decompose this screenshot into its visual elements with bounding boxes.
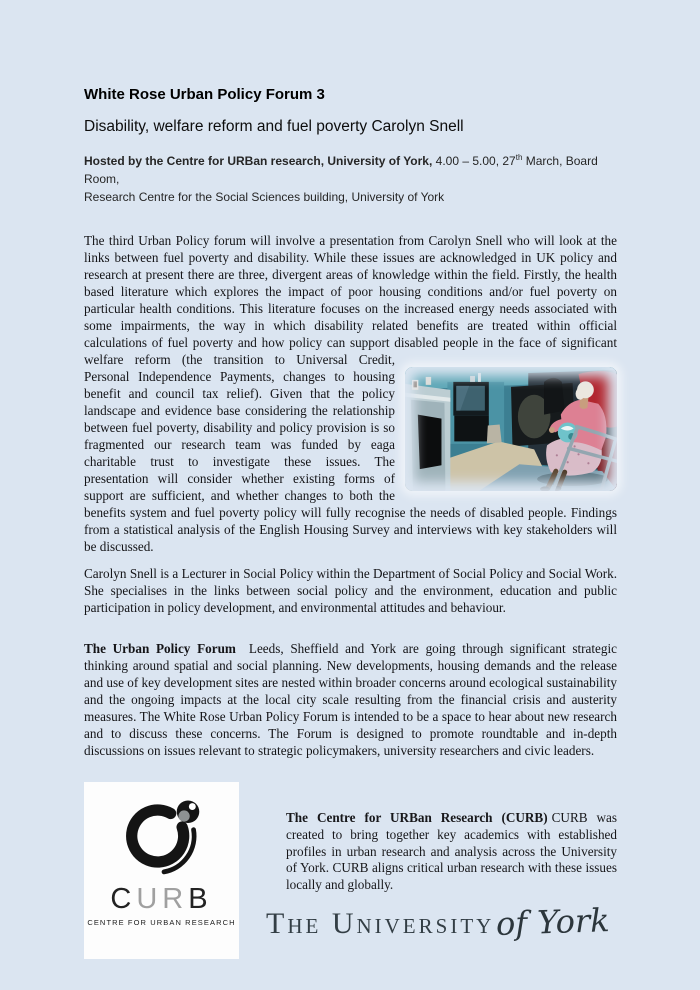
intro-text-after-photo: Universal Credit, Personal Independence Payments, changes to housing benefit and council tax relief). Given that the policy landscape and evidence base considering the relationship between fuel poverty, disability and policy provision is so fragmented our research team was funded by eaga charitable trust to investigate these issues. The presentation will consider whether existing forms of support are sufficient, and whether changes to both the benefits system and fuel poverty policy will fully recognise the needs of disabled people. Findings from a statistical analysis of the English Housing Survey and interviews with key stakeholders will be discussed. (84, 352, 617, 554)
forum-paragraph (84, 640, 617, 759)
forum-description: Leeds, Sheffield and York are going through significant strategic thinking around spatial and social planning. New developments, housing demands and the release and use of key development sites are nested within broader concerns around ecological sustainability and the ongoing impacts at the local city scale resulting from the financial crisis and austerity measures. The White Rose Urban Policy Forum is intended to be a space to hear about new research and to discuss these concerns. The Forum is designed to promote roundtable and in-depth discussions on issues relevant to strategic policymakers, university researchers and civic leaders. (84, 641, 617, 758)
intro-paragraph (84, 232, 617, 555)
hosted-by-label: Hosted by the Centre for URBan research, University of York, (84, 154, 433, 168)
curb-description-lead: The Centre for URBan Research (CURB) (286, 810, 548, 825)
uoy-name-text: The University (266, 906, 495, 940)
event-details (84, 152, 617, 206)
curb-letter: U (136, 883, 163, 915)
forum-heading: The Urban Policy Forum (84, 641, 236, 656)
page-title: White Rose Urban Policy Forum 3 (84, 86, 325, 103)
curb-letter: R (162, 883, 189, 915)
page-subtitle: Disability, welfare reform and fuel poverty Carolyn Snell (84, 118, 464, 135)
uoy-script-text: of York (495, 901, 611, 943)
logos-right-column (266, 782, 618, 943)
curb-letter: C (110, 883, 137, 915)
living-room-photo-illustration (405, 367, 617, 491)
logos-section (84, 782, 617, 959)
speaker-bio-paragraph: Carolyn Snell is a Lecturer in Social Policy within the Department of Social Policy and Social Work. She specialises in the links between social policy and the environment, education and public participation in policy development, and environmental attitudes and behaviour. (84, 566, 617, 615)
curb-swirl-icon (110, 790, 214, 882)
university-of-york-wordmark (266, 903, 617, 941)
curb-tagline: CENTRE FOR URBAN RESEARCH (87, 918, 236, 927)
curb-wordmark (110, 884, 212, 914)
curb-description (286, 810, 617, 894)
curb-logo-card (84, 782, 239, 959)
event-photo (405, 367, 617, 491)
event-time: 4.00 – 5.00, 27 (432, 154, 516, 168)
intro-text-before-photo: The third Urban Policy forum will involve a presentation from Carolyn Snell who will look at the links between fuel poverty and disability. While these issues are acknowledged in UK policy and research at present there are three, divergent areas of knowledge within the field. Firstly, the health based literature which explores the impact of poor housing conditions and/or fuel poverty on particular health conditions. This literature focuses on the increased energy needs associated with some impairments, the way in which disability related benefits are treated within official calculations of fuel poverty and how policy can support disabled people in the face of significant welfare reform (the transition to (84, 233, 617, 367)
event-location: March, Board Room, (84, 154, 598, 186)
event-venue: Research Centre for the Social Sciences building, University of York (84, 190, 445, 204)
curb-letter: B (188, 883, 213, 915)
curb-description-body: CURB was created to bring together key academics with established profiles in urban research and analysis across the University of York. CURB aligns critical urban research with these issues locally and globally. (286, 810, 618, 893)
date-ordinal-suffix: th (515, 153, 523, 162)
